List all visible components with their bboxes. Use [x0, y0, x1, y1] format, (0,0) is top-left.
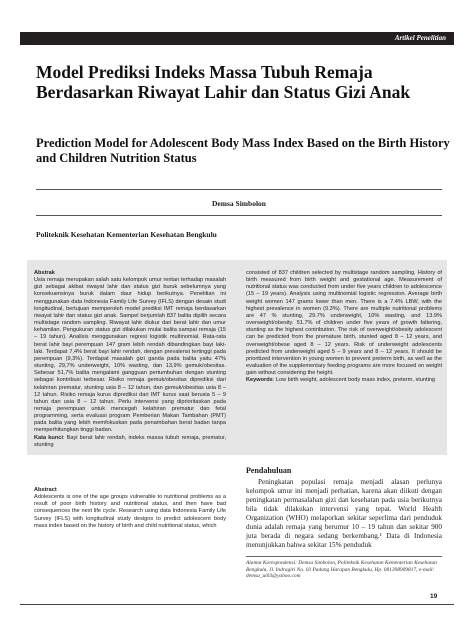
section-label: Artikel Penelitian [394, 34, 446, 42]
abstract-heading: Abstract [34, 487, 57, 493]
pendahuluan-text: Peningkatan populasi remaja menjadi alasan perlunya kelompok umur ini menjadi perhatian, karena akan diikuti dengan peningkatan permasalahan gizi dan kesehatan pada usia berikutnya bila tidak dilakukan intervensi yang tepat. World Health Organization (WHO) melaporkan sekitar seperlima dari penduduk dunia adalah remaja yang berumur 10 – 19 tahun dan sekitar 900 juta berada di negara sedang berkembang.¹ Data di Indonesia menunjukkan bahwa sekitar 15% penduduk [246, 478, 442, 549]
page-number: 19 [430, 593, 438, 600]
keywords-text: Low birth weight, adolescent body mass index, preterm, stunting [275, 377, 436, 384]
pendahuluan-body [246, 478, 442, 550]
abstrak-heading: Abstrak [34, 270, 55, 276]
title-indonesian: Model Prediksi Indeks Massa Tubuh Remaja Berdasarkan Riwayat Lahir dan Status Gizi Anak [36, 62, 411, 102]
affiliation: Politeknik Kesehatan Kementerian Kesehatan Bengkulu [36, 230, 217, 239]
keywords-label: Keywords [246, 377, 273, 384]
abstract-text-right: consisted of 837 children selected by multistage random sampling. History of birth measured from birth weight and gestational age. Measurement of nutritional status was conducted from under five years children to adolescence (15 – 19 years). Analysis using multinomial logistic regression. Average birth weight women 147 grams lower than men. There is a 7.4% LBW, with the highest prevalence in women (9.3%). There are multiple nutritional problems are 47 % stunting, 29.7% underweight, 10% wasting, and 13.9% overweight/obesity. 51.7% of children under five years of growth faltering, stunting as the highest contribution. The risk of overweight/obesity adolescent can be predicted from the premature birth, stunted aged 8 – 12 years, and overweight/obese aged 8 – 12 years. Risk of underweight adolescents predicted from underweight aged 5 – 9 years and 8 – 12 years. It should be prioritized intervention in young women to prevent preterm birth, as well as the evaluation of the supplementary feeding programs are more focused on weight gain without considering the height. [246, 270, 442, 377]
footnote-divider [246, 556, 442, 557]
bottom-divider [20, 604, 454, 605]
abstract-column-left [34, 487, 226, 530]
divider [36, 189, 442, 190]
kata-kunci-text: Bayi berat lahir rendah, indeks massa tubuh remaja, prematur, stunting [34, 434, 227, 448]
abstract-text-left: Adolescents is one of the age groups vulnerable to nutritional problems as a result of poor birth history and nutritional status, and then have bad consequences the next life cycle. Research using data Indonesia Family Life Survey (IFLS) with longitudinal study designs to predict adolescent body mass index based on the history of birth and child nutritional status, which [34, 494, 226, 529]
title-english: Prediction Model for Adolescent Body Mass Index Based on the Birth History and Children Nutrition Status [36, 136, 450, 165]
author: Demsa Simbolon [212, 199, 266, 208]
pendahuluan-heading: Pendahuluan [246, 466, 292, 475]
abstrak-column: Abstrak Usia remaja merupakan salah satu kelompok umur rentan terhadap masalah gizi sebagai akibat riwayat lahir dan status gizi buruk sebelumnya yang konsekuensinya buruk dalam daur hidup berikutnya. Penelitian ini menggunakan data Indonesia Family Life Survey (IFLS) dengan desain studi longitudinal, bertujuan memperoleh model prediksi IMT remaja berdasarkan riwayat lahir dan status gizi anak. Sampel berjumlah 837 balita dipilih secara multistage random sampling. Riwayat lahir diukur dari berat lahir dan umur kehamilan. Pengukuran status gizi dilakukan mulai balita sampai remaja (15 – 19 tahun). Analisis menggunakan regresi logistik multinomial. Rata-rata berat lahir bayi perempuan 147 gram lebih rendah dibandingkan bayi laki-laki. Terdapat 7,4% berat bayi lahir rendah, dengan prevalensi tertinggi pada perempuan (9,3%). Terdapat masalah gizi ganda pada balita yaitu 47% stunting, 29,7% underweight, 10% wasting, dan 13,9% gemuk/obesitas. Sebesar 51,7% balita mengalami gangguan pertumbuhan dengan stunting sebagai kontribusi terbesar. Risiko remaja gemuk/obesitas diprediksi dari kelahiran prematur, stunting usia 8 – 12 tahun, dan gemuk/obesitas usia 8 – 12 tahun. Risiko remaja kurus diprediksi dari IMT kurus saat berusia 5 – 9 tahun dan usia 8 – 12 tahun. Perlu intervensi yang diprioritaskan pada remaja perempuan untuk mencegah kelahiran prematur dan fetal programming, serta evaluasi program Pemberian Makan Tambahan (PMT) pada balita yang lebih memfokuskan pada penambahan berat badan tanpa memperhitungkan tinggi badan. Kata kunci: Bayi berat lahir rendah, indeks massa tubuh remaja, prematur, stunting [34, 270, 227, 448]
kata-kunci-label: Kata kunci [34, 434, 63, 441]
abstrak-text: Usia remaja merupakan salah satu kelompok umur rentan terhadap masalah gizi sebagai akibat riwayat lahir dan status gizi buruk sebelumnya yang konsekuensinya buruk dalam daur hidup berikutnya. Penelitian ini menggunakan data Indonesia Family Life Survey (IFLS) dengan desain studi longitudinal, bertujuan memperoleh model prediksi IMT remaja berdasarkan riwayat lahir dan status gizi anak. Sampel berjumlah 837 balita dipilih secara multistage random sampling. Riwayat lahir diukur dari berat lahir dan umur kehamilan. Pengukuran status gizi dilakukan mulai balita sampai remaja (15 – 19 tahun). Analisis menggunakan regresi logistik multinomial. Rata-rata berat lahir bayi perempuan 147 gram lebih rendah dibandingkan bayi laki-laki. Terdapat 7,4% berat bayi lahir rendah, dengan prevalensi tertinggi pada perempuan (9,3%). Terdapat masalah gizi ganda pada balita yaitu 47% stunting, 29,7% underweight, 10% wasting, dan 13,9% gemuk/obesitas. Sebesar 51,7% balita mengalami gangguan pertumbuhan dengan stunting sebagai kontribusi terbesar. Risiko remaja gemuk/obesitas diprediksi dari kelahiran prematur, stunting usia 8 – 12 tahun, dan gemuk/obesitas usia 8 – 12 tahun. Risiko remaja kurus diprediksi dari IMT kurus saat berusia 5 – 9 tahun dan usia 8 – 12 tahun. Perlu intervensi yang diprioritaskan pada remaja perempuan untuk mencegah kelahiran prematur dan fetal programming, serta evaluasi program Pemberian Makan Tambahan (PMT) pada balita yang lebih memfokuskan pada penambahan berat badan tanpa memperhitungkan tinggi badan. [34, 277, 226, 434]
footnote: Alamat Korespondensi: Demsa Simbolon, Politeknik Kesehatan Kementerian Kesehatan Bengkulu, Jl. Indragiri No. 03 Padang Harapan Bengkulu, Hp. 081398909817, e-mail: demsa_ui03@yahoo.com [246, 560, 437, 580]
header-bar [20, 32, 454, 45]
divider [36, 215, 442, 216]
abstract-column-right: consisted of 837 children selected by multistage random sampling. History of birth measured from birth weight and gestational age. Measurement of nutritional status was conducted from under five years children to adolescence (15 – 19 years). Analysis using multinomial logistic regression. Average birth weight women 147 grams lower than men. There is a 7.4% LBW, with the highest prevalence in women (9.3%). There are multiple nutritional problems are 47 % stunting, 29.7% underweight, 10% wasting, and 13.9% overweight/obesity. 51.7% of children under five years of growth faltering, stunting as the highest contribution. The risk of overweight/obesity adolescent can be predicted from the premature birth, stunted aged 8 – 12 years, and overweight/obese aged 8 – 12 years. Risk of underweight adolescents predicted from underweight aged 5 – 9 years and 8 – 12 years. It should be prioritized intervention in young women to prevent preterm birth, as well as the evaluation of the supplementary feeding programs are more focused on weight gain without considering the height. Keywords: Low birth weight, adolescent body mass index, preterm, stunting [246, 270, 442, 384]
